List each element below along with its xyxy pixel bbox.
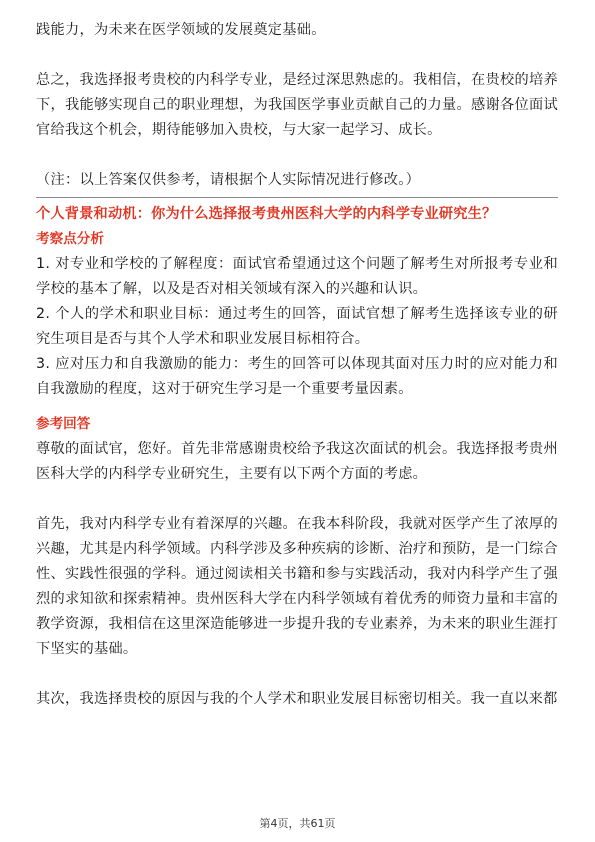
answer-paragraph: 其次，我选择贵校的原因与我的个人学术和职业发展目标密切相关。我一直以来都 xyxy=(36,691,558,707)
analysis-heading: 考察点分析 xyxy=(36,231,104,247)
analysis-point: 3. 应对压力和自我激励的能力：考生的回答可以体现其面对压力时的应对能力和自我激励的程度，这对于研究生学习是一个重要考量因素。 xyxy=(36,356,558,397)
paragraph-spacer xyxy=(36,662,558,687)
paragraph-spacer xyxy=(36,487,558,512)
paragraph-continuation: 践能力，为未来在医学领域的发展奠定基础。 xyxy=(36,22,326,38)
analysis-point: 2. 个人的学术和职业目标：通过考生的回答，面试官想了解考生选择该专业的研究生项目是否与其个人学术和职业发展目标相符合。 xyxy=(36,306,558,347)
analysis-point: 1. 对专业和学校的了解程度：面试官希望通过这个问题了解考生对所报考专业和学校的基本了解，以及是否对相关领域有深入的兴趣和认识。 xyxy=(36,256,558,297)
answer-paragraph: 首先，我对内科学专业有着深厚的兴趣。在我本科阶段，我就对医学产生了浓厚的兴趣，尤其是内科学领域。内科学涉及多种疾病的诊断、治疗和预防，是一门综合性、实践性很强的学科。通过阅读相关书籍和参与实践活动，我对内科学产生了强烈的求知欲和探索精神。贵州医科大学在内科学领域有着优秀的师资力量和丰富的教学资源，我相信在这里深造能够进一步提升我的专业素养，为未来的职业生涯打下坚实的基础。 xyxy=(36,516,558,657)
page-number: 第4页，共61页 xyxy=(259,817,336,830)
question-title: 个人背景和动机：你为什么选择报考贵州医科大学的内科学专业研究生？ xyxy=(36,206,497,222)
paragraph-conclusion: 总之，我选择报考贵校的内科学专业，是经过深思熟虑的。我相信，在贵校的培养下，我能够实现自己的职业理想，为我国医学事业贡献自己的力量。感谢各位面试官给我这个机会，期待能够加入贵校，与大家一起学习、成长。 xyxy=(36,72,558,138)
page-content xyxy=(36,18,558,712)
paragraph-spacer xyxy=(36,143,558,168)
note-paragraph: （注：以上答案仅供参考，请根据个人实际情况进行修改。） xyxy=(36,172,421,188)
answer-paragraph: 尊敬的面试官，您好。首先非常感谢贵校给予我这次面试的机会。我选择报考贵州医科大学的内科学专业研究生，主要有以下两个方面的考虑。 xyxy=(36,441,558,482)
answer-heading: 参考回答 xyxy=(36,416,91,432)
section-divider xyxy=(36,197,558,198)
section-spacer xyxy=(36,402,558,412)
paragraph-spacer xyxy=(36,43,558,68)
